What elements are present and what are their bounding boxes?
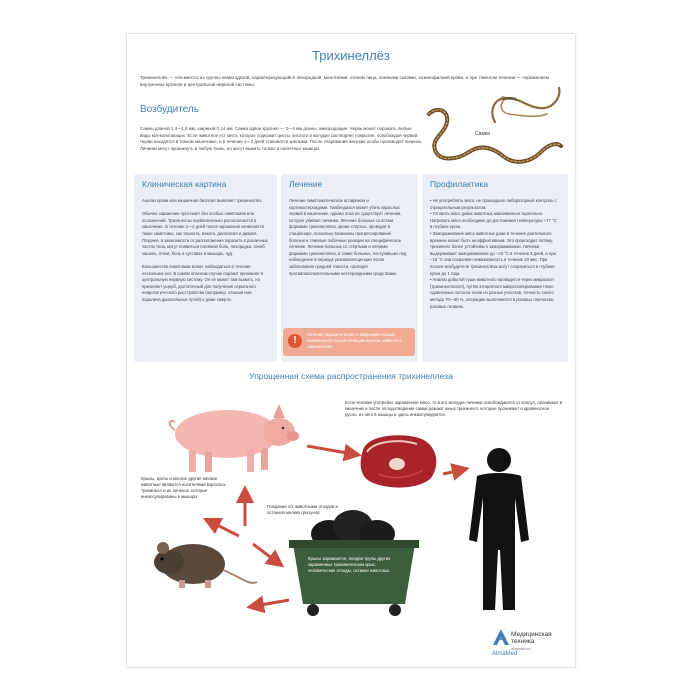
- warning-box: [283, 328, 415, 356]
- clinical-picture-panel: [134, 174, 277, 362]
- scheme-heading: Упрощенная схема распространения трихинеллеза: [249, 371, 453, 381]
- brand-text: [511, 631, 552, 645]
- male-worm-label: Самец: [501, 96, 517, 102]
- pathogen-text: Самец длиной 1,4—1,6 мм, шириной 0,14 мм. Самка вдвое крупнее — 3—4 мм длины, живородящие. Червь может поражать любые виды млекопитающих. Если животное ест мясо, которое содержит цисты, кислота в желудке растворяет покрытие, освобождая червей. Черви находятся в тонком кишечнике, и в течение 1—2 дней становятся зрелыми. После спаривания женские особи производят личинок. Личинки могут проникнуть в любую ткань, но могут выжить только в скелетных мышцах.: [140, 126, 423, 152]
- warning-text: Лечение паразитических и медикаментозные назначаются только лечащим врачом, избегайте самолечения: [307, 332, 402, 349]
- clinical-picture-heading: Клиническая картина: [142, 179, 227, 189]
- pathogen-heading: Возбудитель: [140, 104, 199, 115]
- female-worm-label: Самка: [475, 131, 490, 137]
- prevention-panel: [422, 174, 568, 362]
- female-worm-image: [423, 104, 563, 172]
- treatment-text: Лечение симптоматическое аспирином и кортикостероидами. Тиабендазол может убить взрослых червей в кишечнике, однако пока не существует лечения, которое убивает личинки. Лечение больных со всеми формами трихинеллёза, кроме стёртых, проводят в стационаре, поскольку возможны прогрессирование болезни и тяжелые побочные реакции на специфическое лечение. Лечение больных со стёртыми и лёгкими формами трихинеллёза, а также больных, поступивших под наблюдение в периоде реконвалесценции после заболевания средней тяжести, проводят противовоспалительными нестероидными средствами.: [289, 198, 407, 276]
- rats-carriers-note: Крысы, кроты и многие другие мелкие животные являются носителями взрослых трихинелл и их личинок, которые инкапсулированы в мышцах: [141, 476, 226, 499]
- brand-line-1: Медицинская: [511, 631, 552, 638]
- warning-icon: !: [288, 334, 302, 348]
- page-title: Трихинеллёз: [312, 48, 390, 63]
- prevention-heading: Профилактика: [430, 179, 489, 189]
- prevention-text: • Не употреблять мясо, не прошедшее лабораторный контроль с отрицательным результатом. • Готовить мясо диких животных максимально тщательно. Нагревать мясо необходимо до достижения температуры +77 °С в глубине куска. • Замораживание мяса животных даже в течение длительного времени может быть неэффективным. Это происходит потому, трихинелл более устойчивы к замораживанию. Личинки выдерживают замораживание до −23 °С в течение 3 дней, а при −16 °С они сохраняют инвазионность в течение 20 мес. При посоле возбудители трихинеллёза могут сохраниться в глубине куска до 1 года. • Анализ добытой туши животного проводится через микроскоп (трихинеллоскоп), путём 24-кратного микроскопирования тонко сдавленных полосок ткани из разных участков, точность такого метода 70—80 %, операцию выполняется в розовых перчатках, разовых лезвиях.: [430, 198, 557, 309]
- brand-url: almamed.su: [511, 647, 531, 651]
- human-infection-note: Если человек употребит зараженное мясо, то в его желудке личинки освобождаются от капсул, проникают в кишечник и после оплодотворения самки рожают юных трихинелл, которые проникают в кровеносное русло, из него в мышцы и здесь инкапсулируются.: [345, 400, 563, 417]
- almamed-logo-icon: [491, 627, 511, 647]
- poster: [126, 33, 576, 668]
- brand-line-2: техника: [511, 638, 535, 645]
- clinical-picture-text: Анализ крови или мышечная биопсия выявляет трихинеллёз. Обычно заражение протекает без особых симптомов или осложнений. Трихинеллы первоначально располагаются в кишечнике. В течение 1—2 дней после заражения начинаются такие симптомы, как тошнота, изжога, диспепсия и диарея. Позднее, в зависимости от расположения паразита в различных частях тела, могут появиться головная боль, лихорадка, озноб, кашель, отеки, боль в суставах и мышцах, зуд. Большинство симптомов может наблюдаться в течение нескольких лет. В самом опасном случае паразит проникает в центральную нервную систему. Он не может там выжить, но причиняет ущерб, достаточный для получения серьёзного неврологического расстройства (например, атаксии или паралича дыхательных путей) и даже смерти.: [142, 198, 268, 302]
- intro-text: Трихинеллёз — гельминтоз из группы нематодозов, характеризующийся лихорадкой, миалгиями, отеком лица, кожными сыпями, эозинофилией крови, а при тяжелом течении — поражением внутренних органов и центральной нервной системы.: [140, 75, 549, 87]
- garbage-note: Крысы заражаются, поедая трупы других зараженных трихинеллезом крыс, человеческие отходы, останки животных.: [308, 556, 391, 573]
- treatment-heading: Лечение: [289, 179, 323, 189]
- logo-text: AlmaMed: [492, 651, 518, 657]
- feeding-note: Поедание с/х животными отходов и останков мелких грызунов: [267, 504, 338, 515]
